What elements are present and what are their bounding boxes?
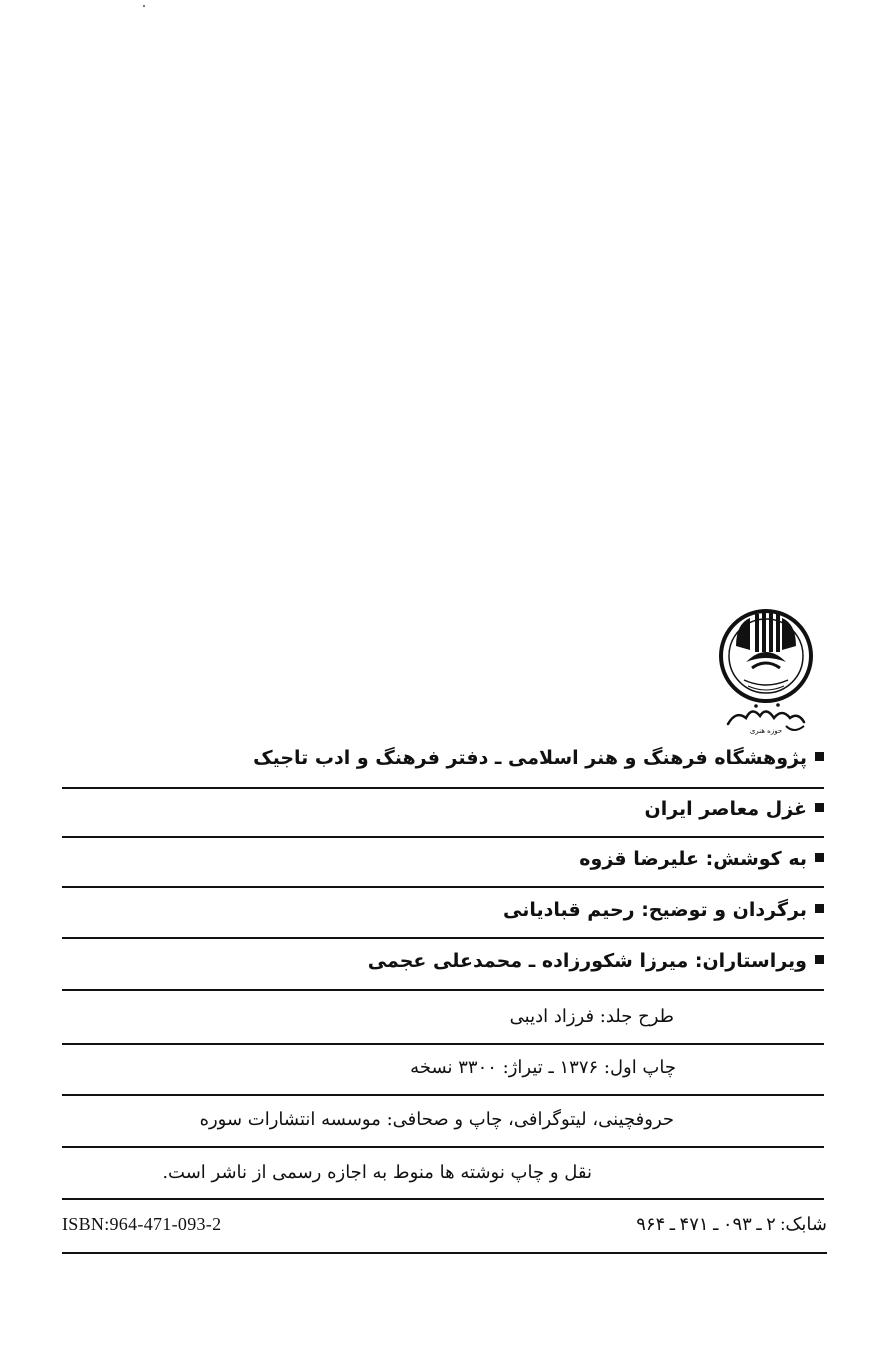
- logo-caption: حوزه هنری: [749, 727, 783, 735]
- book-title-line: غزل معاصر ایران: [62, 798, 824, 820]
- divider: [62, 937, 824, 939]
- hozeh-honari-logo: [716, 606, 820, 736]
- divider: [62, 1146, 824, 1148]
- isbn-persian: شابک: ۲ ـ ۰۹۳ ـ ۴۷۱ ـ ۹۶۴: [636, 1214, 827, 1234]
- divider: [62, 1094, 824, 1096]
- printing-line: حروفچینی، لیتوگرافی، چاپ و صحافی: موسسه انتشارات سوره: [199, 1109, 674, 1130]
- cover-design-line: طرح جلد: فرزاد ادیبی: [509, 1006, 674, 1027]
- logo-emblem-icon: [716, 606, 820, 736]
- bullet-square-icon: [815, 904, 824, 913]
- divider: [62, 1198, 824, 1200]
- divider: [62, 1252, 827, 1254]
- publisher-line: پژوهشگاه فرهنگ و هنر اسلامی ـ دفتر فرهنگ و ادب تاجیک: [62, 747, 824, 769]
- scan-speck: [143, 5, 145, 7]
- compiler-line: به کوشش: علیرضا قزوه: [62, 848, 824, 870]
- isbn-latin: ISBN:964-471-093-2: [62, 1214, 222, 1234]
- isbn-row: [62, 1214, 827, 1244]
- divider: [62, 836, 824, 838]
- divider: [62, 787, 824, 789]
- bullet-square-icon: [815, 853, 824, 862]
- divider: [62, 989, 824, 991]
- edition-line: چاپ اول: ۱۳۷۶ ـ تیراژ: ۳۳۰۰ نسخه: [410, 1057, 676, 1078]
- bullet-square-icon: [815, 752, 824, 761]
- divider: [62, 886, 824, 888]
- divider: [62, 1043, 824, 1045]
- bullet-square-icon: [815, 803, 824, 812]
- translator-line: برگردان و توضیح: رحیم قبادیانی: [62, 899, 824, 921]
- editors-line: ویراستاران: میرزا شکورزاده ـ محمدعلی عجمی: [62, 950, 824, 972]
- rights-line: نقل و چاپ نوشته ها منوط به اجازه رسمی از ناشر است.: [162, 1162, 592, 1183]
- bullet-square-icon: [815, 955, 824, 964]
